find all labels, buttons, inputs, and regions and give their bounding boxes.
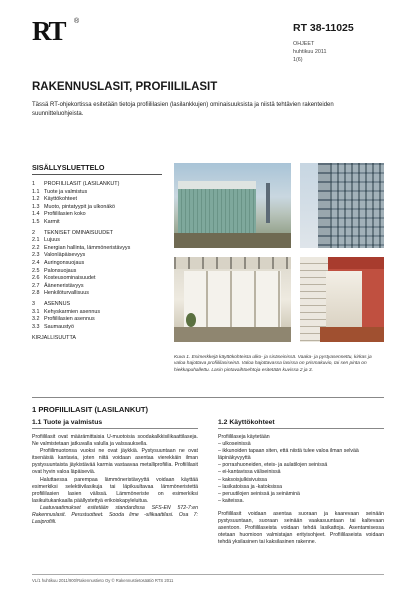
- toc-item: 2.6 Kosteusominaisuudet: [32, 275, 96, 282]
- page-title: RAKENNUSLASIT, PROFIILILASIT: [32, 81, 218, 93]
- logo-text: RT: [32, 16, 65, 46]
- toc-item-literature: KIRJALLISUUTTA: [32, 335, 76, 342]
- toc-item: 1.2 Käyttökohteet: [32, 196, 77, 203]
- column-right: [218, 419, 384, 546]
- toc-item: 1.5 Karmit: [32, 218, 60, 225]
- footer-divider: [32, 574, 384, 575]
- meta-type: OHJEET: [293, 41, 315, 47]
- toc-item: 2.1 Lujuus: [32, 237, 60, 244]
- toc-item: 2.7 Ääneneristävyys: [32, 282, 84, 289]
- subsection-heading: 1.1 Tuote ja valmistus: [32, 419, 198, 429]
- section-heading: 1 PROFIILILASIT (LASILANKUT): [32, 405, 149, 414]
- list-item: – kaiteissa.: [218, 498, 384, 505]
- toc-item: 1 PROFIILILASIT (LASILANKUT): [32, 181, 120, 187]
- list-item: – porrashuoneiden, eteis- ja aulatilojen seinissä: [218, 462, 384, 469]
- photo-interior-hall: [174, 257, 291, 342]
- photo-exterior-facade: [300, 163, 384, 248]
- rt-logo: [32, 16, 80, 46]
- column-left: [32, 419, 198, 526]
- photo-interior-corridor: [300, 257, 384, 342]
- toc-item: 2.5 Palonsuojaus: [32, 267, 77, 274]
- document-number: RT 38-11025: [293, 22, 354, 34]
- figure-caption: Kuva 1. Esimerkkejä käyttökohteista ulko- ja sisäseinissä. Vaaka- ja pystyasennettu, kirkas ja valoa hajottava profiililasiseinä. Valoa hajottavassa lasissa on prismakuvio, tai sen pinta on hiekkapuhallettu. Lasin pintavaihtoehtoja esitetään kuvissa 2 ja 3.: [174, 355, 372, 373]
- toc-item: 2 TEKNISET OMINAISUUDET: [32, 229, 114, 236]
- meta-date: huhtikuu 2011: [293, 49, 327, 55]
- photo-exterior-horizontal: [174, 163, 291, 248]
- list-item: – ei-kantavissa väliseinissä: [218, 469, 384, 476]
- toc-item: 2.4 Auringonsuojaus: [32, 259, 85, 266]
- intro-text: Tässä RT-ohjekortissa esitetään tietoja profiililasien (lasilankkujen) ominaisuuksista ja niistä tehtävien rakenteiden suunnitteluohjeista.: [32, 102, 334, 117]
- paragraph: Profiililasit voidaan asentaa suoraan ja kaarevaan seinään pystysuuntaan, suoraan seinään vaakasuuntaan tai kaltevaan asentoon. Profiililaseista voidaan tehdä lasikattoja. Asentamisessa otetaan huomioon valmistajan erityisohjeet. Profiililaseista voidaan tehdä yksilasinen tai kaksilasinen rakenne.: [218, 510, 384, 546]
- toc-item: 3.2 Profiililasien asennus: [32, 316, 95, 323]
- list-item: – lasikatoissa ja -katoksissa: [218, 484, 384, 491]
- footer-text: VL/1 huhtikuu 2011/900/Rakennustieto Oy © Rakennustietosäätiö RTS 2011: [32, 578, 174, 583]
- toc-item: 1.4 Profiililasien koko: [32, 211, 86, 218]
- list-item: – kaksoisjulkisivuissa: [218, 477, 384, 484]
- toc-item: 3.3 Saumaustyö: [32, 323, 74, 330]
- toc-heading: SISÄLLYSLUETTELO: [32, 163, 162, 175]
- toc-item: 2.2 Energian hallinta, lämmöneristävyys: [32, 244, 131, 251]
- document-meta: [293, 40, 326, 64]
- toc-item: 3.1 Kehyskarmien asennus: [32, 308, 101, 315]
- paragraph: Profiilimuotonsa vuoksi ne ovat jäykkiä. Pystysuuntaan ne ovat itsenäisiä kantavia, joten niitä voidaan asentaa vierekkäin ilman pystysuuntaista jäykistävää karmia vastaavaa metalliprofiilia. Profiililasit ovat hyvin valoa läpäiseviä.: [32, 448, 198, 476]
- toc-item: 2.3 Valonläpäisevyys: [32, 252, 86, 259]
- paragraph: Haluttaessa parempaa lämmöneristävyyttä voidaan käyttää esimerkiksi selektiivilasikuja tai läpikuultavaa lämmöneristettä profiililasien lasien välissä. Lämmöneriste on esimerkiksi lasikuitukankaalla päällystettyä erikoiskapyleluitua.: [32, 476, 198, 504]
- toc-item: 1.3 Muoto, pintatyypit ja ulkonäkö: [32, 203, 116, 210]
- list-item: – peruutilojen seinissä ja seinäminä: [218, 491, 384, 498]
- meta-page: 1(6): [293, 57, 303, 63]
- paragraph: Laatuvaatimukset esitetään standardissa SFS-EN 572-7:en Rakennuslasit. Perustuotteet. Sooda lime -silikaattilasi. Osa 7: Lasiprofiili.: [32, 504, 198, 526]
- toc-item: 2.8 Henkilöturvallisuus: [32, 290, 89, 297]
- section-divider: [32, 397, 384, 398]
- toc-item: 1.1 Tuote ja valmistus: [32, 188, 88, 195]
- table-of-contents: [32, 163, 162, 343]
- paragraph: Profiililasit ovat määrämittaisia U-muotoisia soodakalkkisilikaattilaseja. Ne valmistetaan jatkuvalla valulla ja valssauksella.: [32, 434, 198, 448]
- subsection-heading: 1.2 Käyttökohteet: [218, 419, 384, 429]
- list-item: – ikkunoiden tapaan siten, että niistä tulee valoa ilman selvää läpinäkyvyyttä: [218, 448, 384, 462]
- paragraph: Profiililaseja käytetään: [218, 434, 270, 440]
- registered-mark: ®: [74, 18, 80, 25]
- toc-item: 3 ASENNUS: [32, 300, 71, 307]
- usage-list: [218, 441, 384, 505]
- list-item: – ulkoseinissä: [218, 441, 384, 448]
